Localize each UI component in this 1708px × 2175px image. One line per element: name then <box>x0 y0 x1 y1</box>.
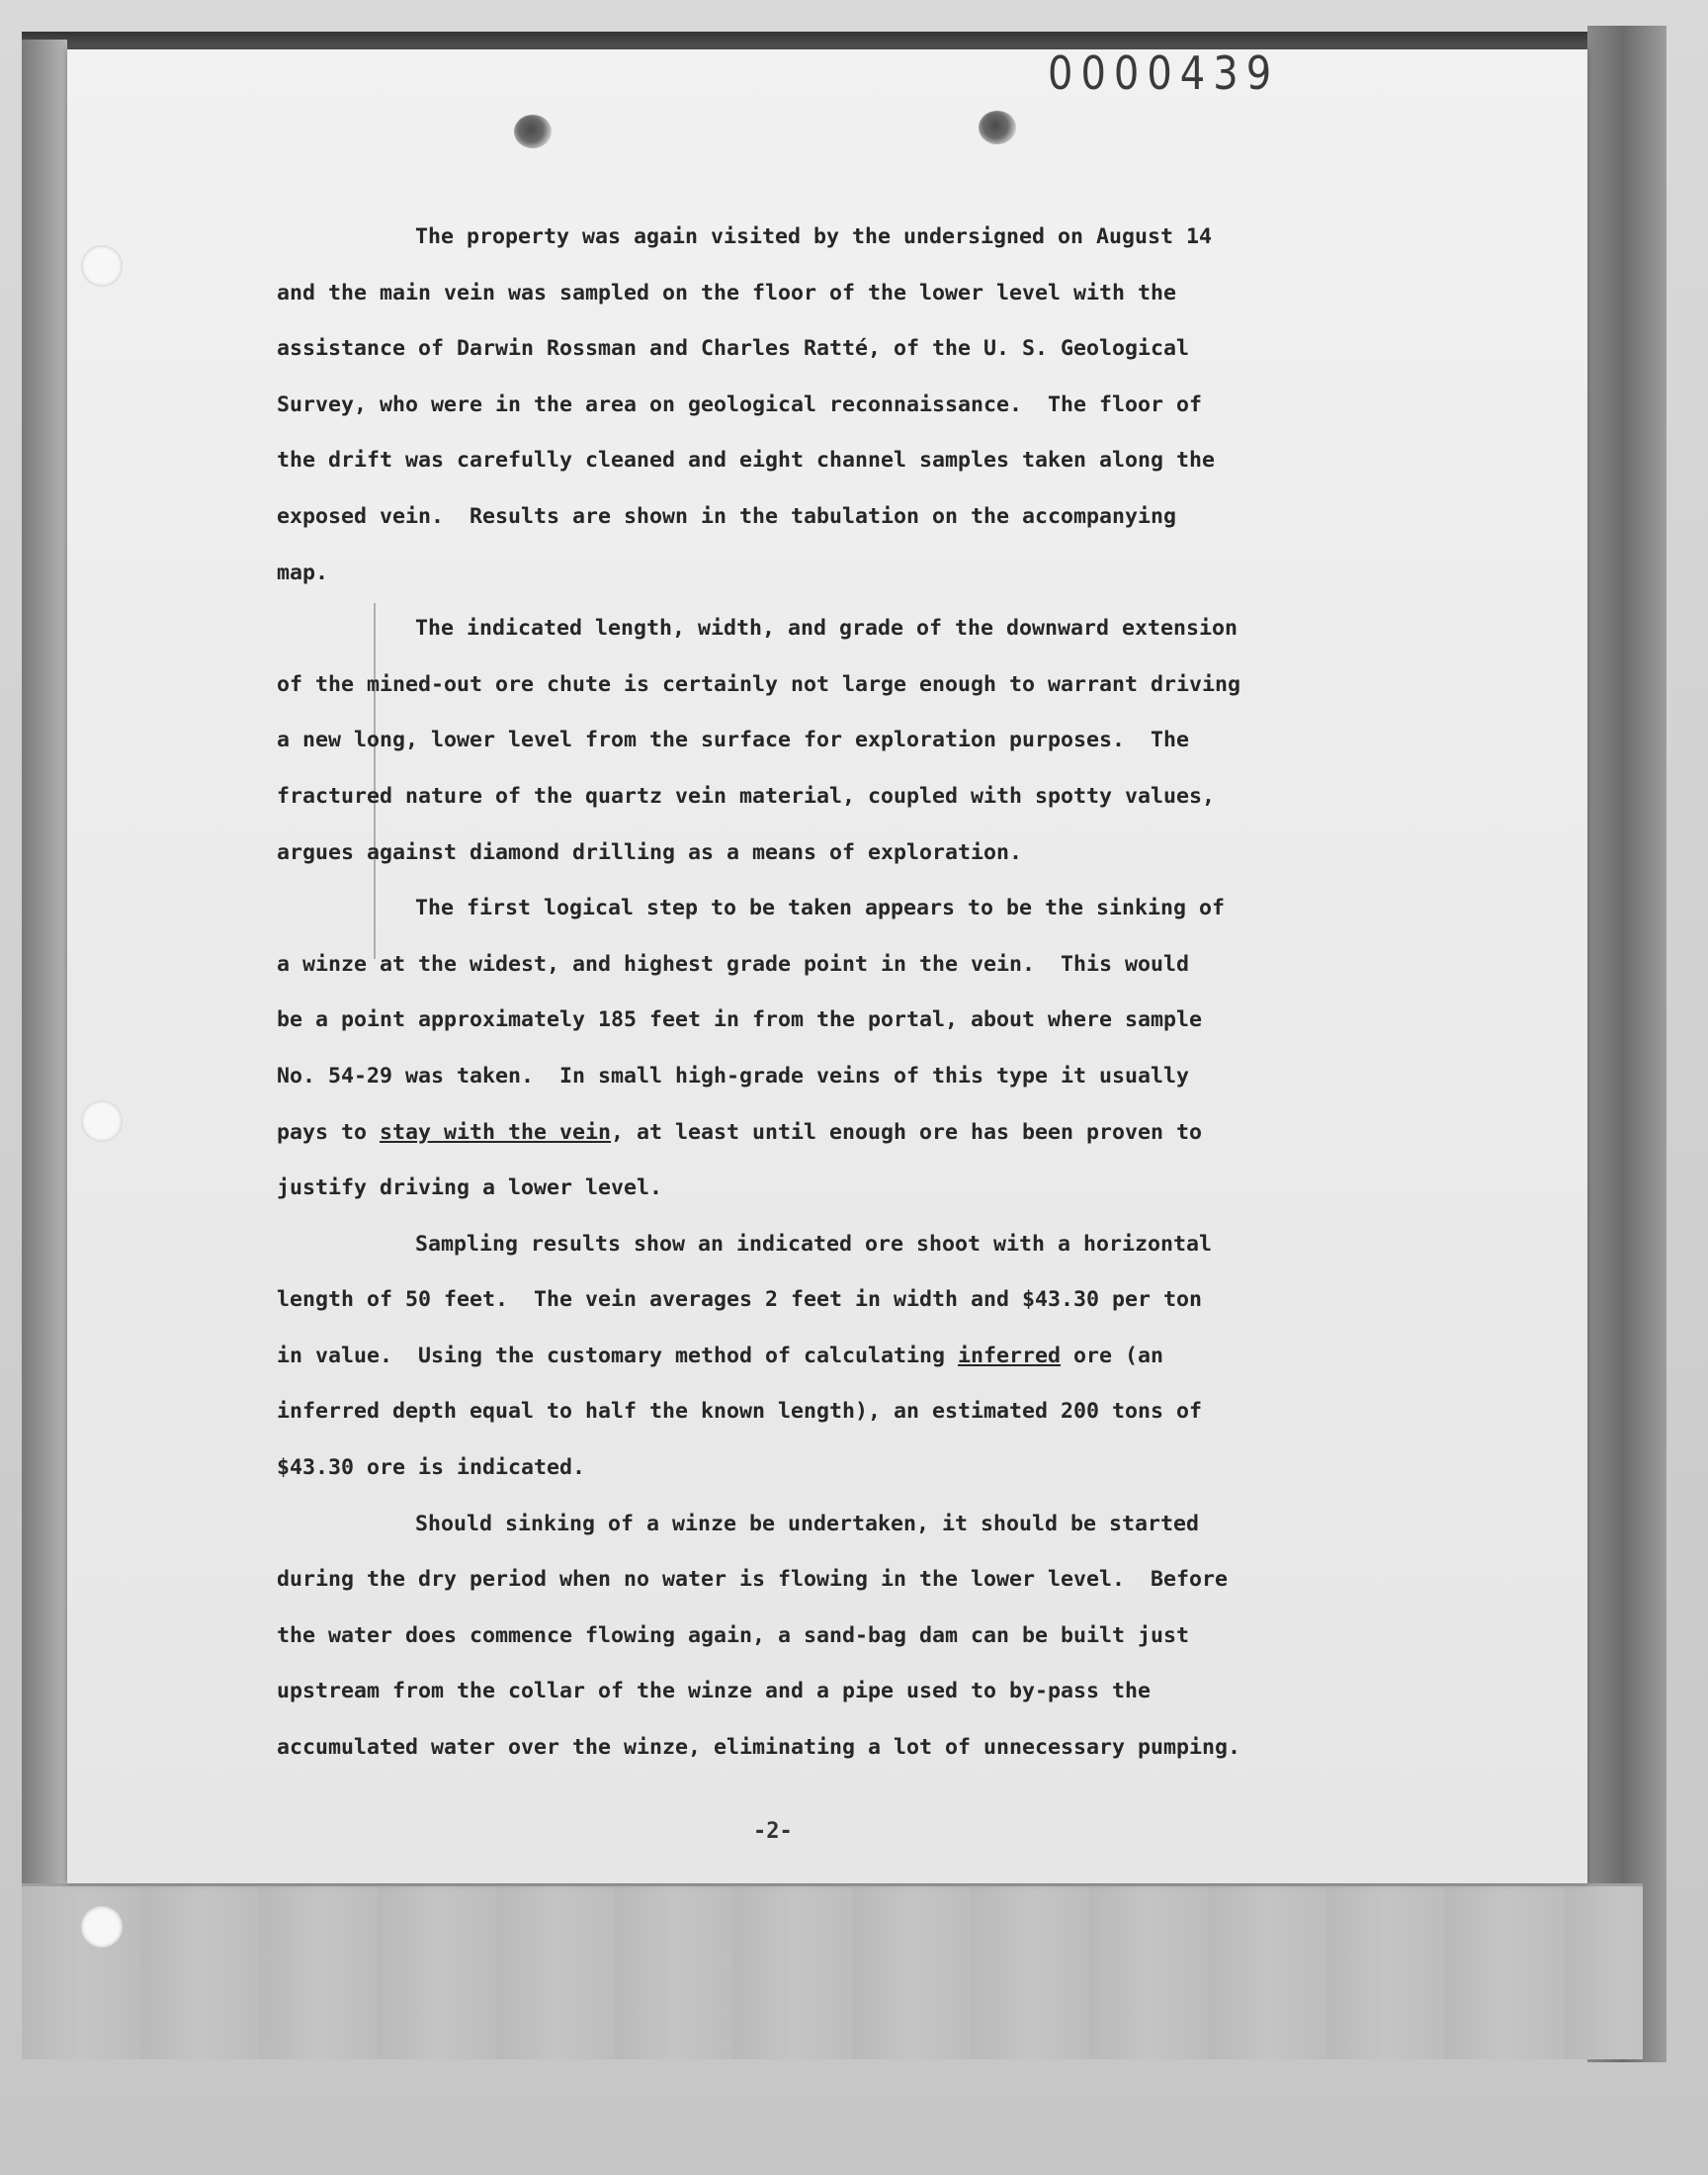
paragraph-1 <box>277 210 1344 601</box>
text-line: be a point approximately 185 feet in from the portal, about where sample <box>277 1007 1203 1033</box>
body-text <box>277 210 1344 1777</box>
text-line: Should sinking of a winze be undertaken, it should be started <box>415 1511 1200 1536</box>
document-number: 0000439 <box>1048 47 1280 101</box>
text-fragment: pays to <box>277 1119 381 1145</box>
underlined-word: inferred <box>958 1343 1062 1368</box>
text-line: of the mined-out ore chute is certainly not large enough to warrant driving <box>277 671 1241 697</box>
text-line: upstream from the collar of the winze and a pipe used to by-pass the <box>277 1679 1152 1704</box>
text-line: the water does commence flowing again, a sand-bag dam can be built just <box>277 1622 1190 1648</box>
paragraph-3 <box>277 881 1344 1217</box>
paragraph-2 <box>277 601 1344 881</box>
text-line: a winze at the widest, and highest grade point in the vein. This would <box>277 951 1190 977</box>
staple-mark-right <box>979 111 1016 144</box>
scan-frame-right <box>1587 26 1666 2062</box>
text-line: length of 50 feet. The vein averages 2 feet in width and $43.30 per ton <box>277 1287 1203 1313</box>
page-number: -2- <box>753 1819 793 1844</box>
punch-hole-top <box>81 245 123 287</box>
text-line: No. 54-29 was taken. In small high-grade veins of this type it usually <box>277 1063 1190 1088</box>
scan-frame-bottom <box>22 1883 1643 2059</box>
scan-frame-left <box>22 40 67 2056</box>
text-line: The first logical step to be taken appears to be the sinking of <box>415 896 1226 921</box>
text-line: argues against diamond drilling as a means of exploration. <box>277 839 1023 865</box>
text-line: The property was again visited by the undersigned on August 14 <box>415 224 1213 249</box>
text-line: Survey, who were in the area on geological reconnaissance. The floor of <box>277 392 1203 417</box>
text-line: $43.30 ore is indicated. <box>277 1455 586 1481</box>
text-line: exposed vein. Results are shown in the tabulation on the accompanying <box>277 503 1177 529</box>
text-line: accumulated water over the winze, eliminating a lot of unnecessary pumping. <box>277 1735 1241 1761</box>
text-line: fractured nature of the quartz vein material, coupled with spotty values, <box>277 783 1216 809</box>
text-fragment: ore (an <box>1061 1343 1164 1368</box>
text-line: assistance of Darwin Rossman and Charles Ratté, of the U. S. Geological <box>277 336 1190 362</box>
paragraph-5 <box>277 1497 1344 1777</box>
text-line <box>277 1105 1344 1162</box>
text-line: the drift was carefully cleaned and eight channel samples taken along the <box>277 448 1216 474</box>
text-line: and the main vein was sampled on the floor of the lower level with the <box>277 280 1177 305</box>
text-line: Sampling results show an indicated ore shoot with a horizontal <box>415 1231 1213 1257</box>
text-line: The indicated length, width, and grade of the downward extension <box>415 616 1238 642</box>
text-line: a new long, lower level from the surface for exploration purposes. The <box>277 728 1190 753</box>
staple-mark-left <box>514 115 552 148</box>
text-line: map. <box>277 560 329 585</box>
punch-hole-bottom <box>81 1906 123 1948</box>
text-fragment: , at least until enough ore has been proven to <box>611 1119 1203 1145</box>
text-line <box>277 1329 1344 1385</box>
paragraph-4 <box>277 1217 1344 1497</box>
text-line: inferred depth equal to half the known length), an estimated 200 tons of <box>277 1399 1203 1425</box>
punch-hole-middle <box>81 1100 123 1142</box>
underlined-phrase: stay with the vein <box>380 1119 612 1145</box>
text-line: during the dry period when no water is flowing in the lower level. Before <box>277 1567 1229 1593</box>
text-fragment: in value. Using the customary method of calculating <box>277 1343 959 1368</box>
text-line: justify driving a lower level. <box>277 1175 663 1201</box>
